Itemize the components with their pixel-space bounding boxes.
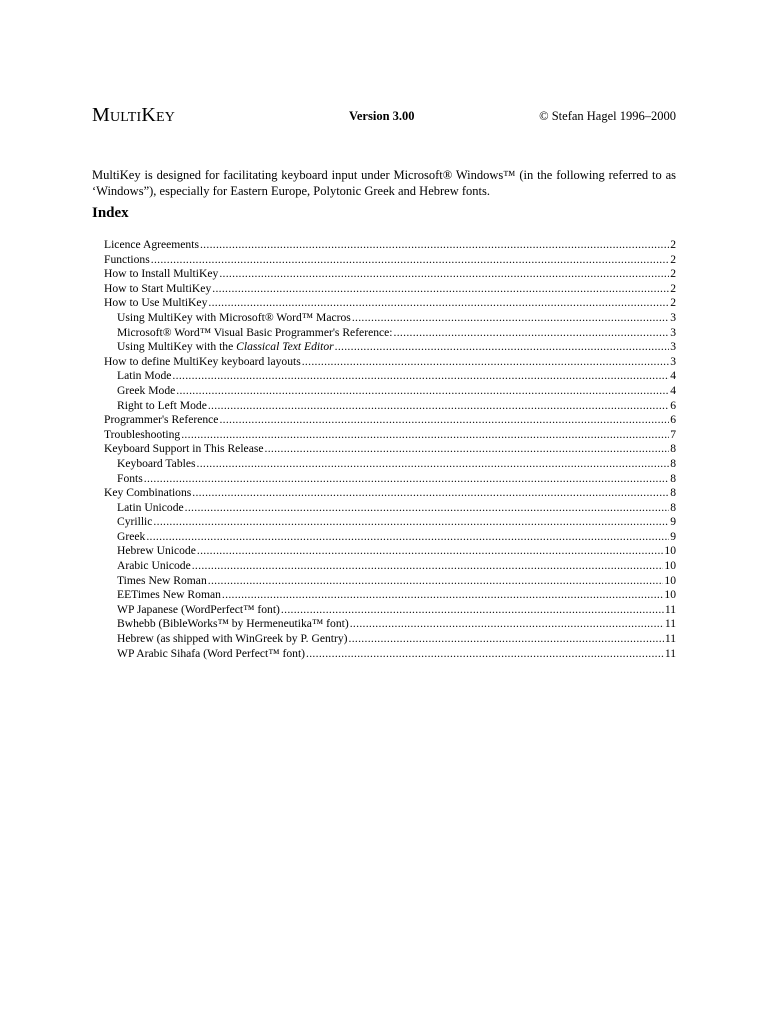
toc-entry-label-text: Keyboard Support in This Release <box>104 442 264 456</box>
toc-entry[interactable] <box>104 413 676 428</box>
toc-entry[interactable] <box>104 574 676 589</box>
toc-entry-label-text: Greek Mode <box>117 383 176 397</box>
toc-entry[interactable] <box>104 544 676 559</box>
toc-dot-leader <box>219 413 669 428</box>
toc-dot-leader <box>172 369 669 384</box>
toc-entry-label <box>104 428 180 443</box>
toc-entry-label <box>104 296 207 311</box>
toc-entry-label-text: Keyboard Tables <box>117 456 196 470</box>
toc-entry-label-text: Hebrew Unicode <box>117 544 196 558</box>
toc-entry[interactable] <box>104 384 676 399</box>
toc-entry[interactable] <box>104 326 676 341</box>
toc-entry[interactable] <box>104 632 676 647</box>
toc-page-number: 2 <box>670 238 676 251</box>
intro-paragraph: MultiKey is designed for facilitating keyboard input under Microsoft® Windows™ (in the following referred to as ‘Windows”), especially for Eastern Europe, Polytonic Greek and Hebrew fonts. <box>92 167 676 198</box>
toc-entry[interactable] <box>104 588 676 603</box>
toc-page-number: 8 <box>670 442 676 456</box>
toc-entry-label <box>117 399 207 414</box>
toc-entry[interactable] <box>104 238 676 253</box>
toc-entry[interactable] <box>104 282 676 297</box>
toc-entry-label-text: Troubleshooting <box>104 427 181 441</box>
toc-entry-label-text: Using MultiKey with Microsoft® Word™ Macros <box>117 310 351 324</box>
toc-dot-leader <box>153 515 669 530</box>
toc-entry[interactable] <box>104 486 676 501</box>
toc-entry[interactable] <box>104 267 676 282</box>
toc-entry[interactable] <box>104 472 676 487</box>
version-label: Version 3.00 <box>349 109 415 123</box>
toc-page-number: 2 <box>670 267 676 281</box>
toc-entry-label <box>117 559 191 574</box>
toc-page-number: 2 <box>670 252 676 266</box>
toc-dot-leader <box>212 282 669 297</box>
toc-page-number: 8 <box>670 456 676 470</box>
document-title: MultiKey <box>92 104 176 126</box>
toc-page-number: 10 <box>664 559 676 573</box>
toc-page-number: 10 <box>664 588 676 602</box>
toc-page-number: 3 <box>670 340 676 354</box>
copyright-notice: © Stefan Hagel 1996–2000 <box>539 109 676 123</box>
toc-entry-label-text: Licence Agreements <box>104 238 199 251</box>
toc-dot-leader <box>281 603 664 618</box>
toc-dot-leader <box>219 267 669 282</box>
toc-page-number: 4 <box>670 383 676 397</box>
toc-page-number: 8 <box>670 471 676 485</box>
toc-dot-leader <box>208 296 669 311</box>
toc-entry-label <box>104 253 150 268</box>
toc-entry[interactable] <box>104 296 676 311</box>
toc-dot-leader <box>352 311 669 326</box>
toc-page-number: 6 <box>670 413 676 427</box>
toc-entry-label-text: Key Combinations <box>104 486 192 500</box>
toc-entry[interactable] <box>104 442 676 457</box>
toc-dot-leader <box>306 647 664 662</box>
toc-page-number: 10 <box>664 573 676 587</box>
toc-entry-label-text: Greek <box>117 529 146 543</box>
toc-entry-label <box>104 442 264 457</box>
toc-entry[interactable] <box>104 340 676 355</box>
toc-page-number: 2 <box>670 281 676 295</box>
toc-entry-label <box>104 238 199 253</box>
toc-entry[interactable] <box>104 530 676 545</box>
toc-entry[interactable] <box>104 559 676 574</box>
toc-entry-label-text: Latin Unicode <box>117 500 184 514</box>
toc-entry[interactable] <box>104 515 676 530</box>
toc-entry-label <box>117 530 145 545</box>
toc-dot-leader <box>146 530 669 545</box>
toc-page-number: 11 <box>664 646 676 660</box>
toc-dot-leader <box>192 559 664 574</box>
toc-entry-label-text: EETimes New Roman <box>117 588 221 602</box>
toc-entry[interactable] <box>104 399 676 414</box>
toc-entry-label-text: Latin Mode <box>117 369 172 383</box>
toc-entry-label <box>117 515 152 530</box>
toc-entry-label <box>117 617 349 632</box>
toc-entry[interactable] <box>104 647 676 662</box>
toc-dot-leader <box>181 428 669 443</box>
toc-entry-label <box>117 588 221 603</box>
toc-entry-label <box>117 632 348 647</box>
toc-entry-label-text: Times New Roman <box>117 573 207 587</box>
toc-entry-label-text: Arabic Unicode <box>117 559 191 573</box>
toc-dot-leader <box>200 238 669 253</box>
toc-entry-label <box>104 486 191 501</box>
toc-entry-label <box>104 413 218 428</box>
toc-entry-label-text: How to define MultiKey keyboard layouts <box>104 354 301 368</box>
toc-entry-label-emphasis: Classical Text Editor <box>236 340 334 354</box>
toc-entry-label <box>117 340 334 355</box>
toc-entry-label-text: Right to Left Mode <box>117 398 207 412</box>
toc-entry-label-text: Programmer's Reference <box>104 413 219 427</box>
toc-entry-label <box>117 369 171 384</box>
toc-dot-leader <box>222 588 663 603</box>
toc-entry[interactable] <box>104 617 676 632</box>
toc-page-number: 11 <box>664 602 676 616</box>
toc-entry-label <box>104 282 211 297</box>
toc-page-number: 11 <box>664 632 676 646</box>
toc-entry-label <box>117 311 351 326</box>
toc-entry-label <box>117 472 143 487</box>
toc-page-number: 3 <box>670 310 676 324</box>
toc-dot-leader <box>208 574 664 589</box>
toc-page-number: 9 <box>670 529 676 543</box>
toc-page-number: 4 <box>670 369 676 383</box>
toc-entry-label-text: Hebrew (as shipped with WinGreek by P. Gentry) <box>117 632 348 646</box>
toc-entry-label-text: How to Start MultiKey <box>104 281 212 295</box>
toc-entry-label-text: WP Arabic Sihafa (Word Perfect™ font) <box>117 646 306 660</box>
toc-entry-label-text: Bwhebb (BibleWorks™ by Hermeneutika™ font) <box>117 617 349 631</box>
toc-entry-label <box>117 501 184 516</box>
toc-page-number: 10 <box>664 544 676 558</box>
toc-dot-leader <box>394 326 670 341</box>
document-header <box>92 104 676 130</box>
toc-entry-label-text: Functions <box>104 252 150 266</box>
toc-dot-leader <box>197 457 670 472</box>
toc-page-number: 3 <box>670 354 676 368</box>
toc-entry-label-text: How to Install MultiKey <box>104 267 219 281</box>
toc-dot-leader <box>208 399 669 414</box>
toc-entry-label-text: Cyrillic <box>117 515 153 529</box>
toc-entry-label <box>117 603 280 618</box>
toc-entry-label <box>117 647 305 662</box>
toc-entry-label-text: WP Japanese (WordPerfect™ font) <box>117 602 280 616</box>
toc-entry[interactable] <box>104 355 676 370</box>
toc-entry-label <box>117 457 196 472</box>
toc-page-number: 8 <box>670 500 676 514</box>
toc-dot-leader <box>349 632 664 647</box>
toc-entry-label <box>104 355 301 370</box>
toc-entry[interactable] <box>104 501 676 516</box>
toc-entry[interactable] <box>104 603 676 618</box>
toc-dot-leader <box>192 486 669 501</box>
toc-entry-label-text: Microsoft® Word™ Visual Basic Programmer's Reference: <box>117 325 393 339</box>
toc-entry[interactable] <box>104 311 676 326</box>
toc-page-number: 3 <box>670 325 676 339</box>
toc-entry-label <box>117 574 207 589</box>
toc-page-number: 9 <box>670 515 676 529</box>
index-heading: Index <box>92 205 129 221</box>
toc-entry-label-text: Using MultiKey with the <box>117 340 237 354</box>
toc-entry-label <box>117 384 175 399</box>
toc-entry[interactable] <box>104 428 676 443</box>
toc-dot-leader <box>350 617 664 632</box>
toc-dot-leader <box>335 340 670 355</box>
toc-dot-leader <box>185 501 670 516</box>
toc-dot-leader <box>197 544 664 559</box>
toc-dot-leader <box>302 355 669 370</box>
toc-dot-leader <box>144 472 669 487</box>
toc-page-number: 7 <box>670 427 676 441</box>
toc-entry-label-text: How to Use MultiKey <box>104 296 208 310</box>
toc-dot-leader <box>151 253 669 268</box>
toc-entry-label <box>104 267 218 282</box>
toc-page-number: 2 <box>670 296 676 310</box>
toc-entry-label <box>117 326 393 341</box>
toc-page-number: 8 <box>670 486 676 500</box>
toc-entry[interactable] <box>104 457 676 472</box>
toc-page-number: 6 <box>670 398 676 412</box>
toc-entry-label <box>117 544 196 559</box>
toc-page-number: 11 <box>664 617 676 631</box>
table-of-contents <box>104 238 676 661</box>
toc-entry[interactable] <box>104 253 676 268</box>
toc-entry[interactable] <box>104 369 676 384</box>
toc-entry-label-text: Fonts <box>117 471 143 485</box>
toc-dot-leader <box>265 442 670 457</box>
toc-dot-leader <box>176 384 669 399</box>
